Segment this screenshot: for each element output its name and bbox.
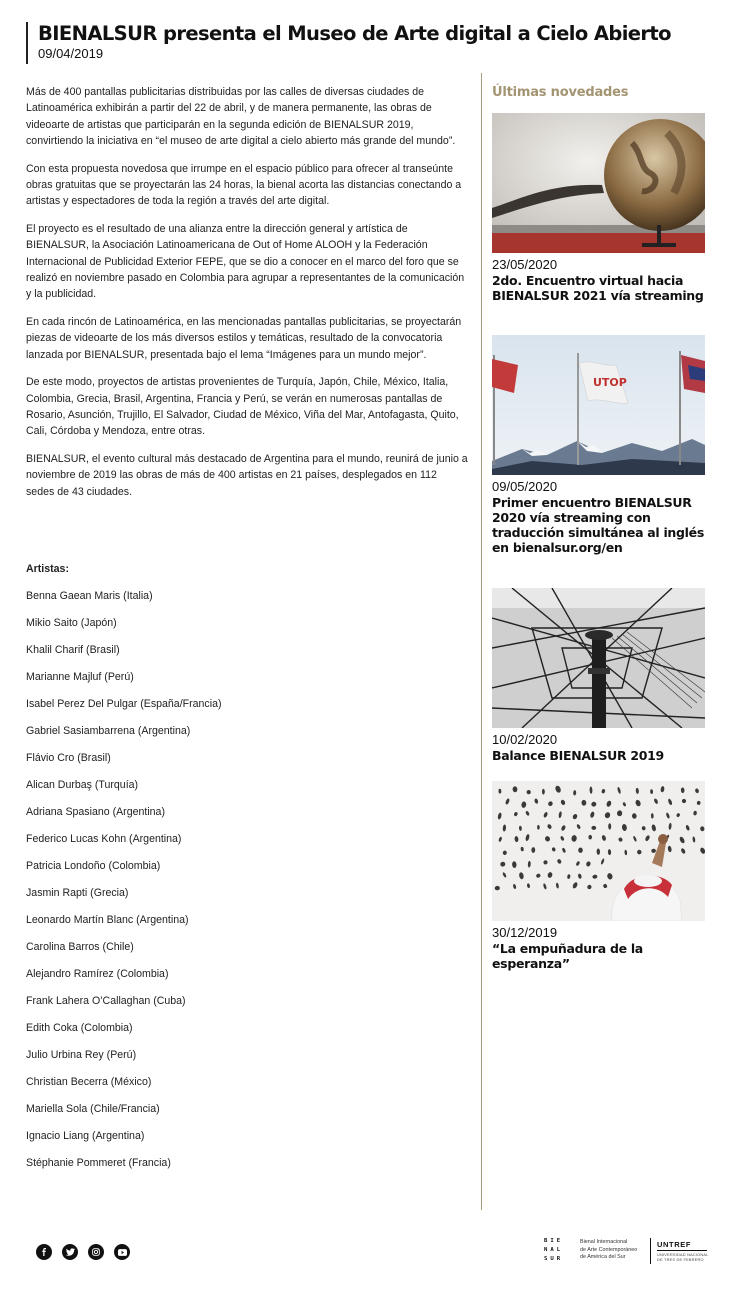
logo-line: BIE [544, 1238, 564, 1244]
youtube-icon[interactable] [114, 1244, 130, 1260]
article-body [26, 84, 468, 512]
list-item: Jasmin Rapti (Grecia) [26, 887, 129, 899]
list-item: Adriana Spasiano (Argentina) [26, 806, 165, 818]
untref-subtitle: DE TRES DE FEBRERO [657, 1256, 704, 1262]
news-title-link[interactable]: 2do. Encuentro virtual hacia BIENALSUR 2021 vía streaming [492, 273, 704, 303]
list-item: Christian Becerra (México) [26, 1076, 152, 1088]
list-item: Benna Gaean Maris (Italia) [26, 590, 153, 602]
news-title-link[interactable]: Balance BIENALSUR 2019 [492, 748, 664, 763]
untref-logo[interactable] [657, 1240, 709, 1262]
logo-line: SUR [544, 1256, 564, 1262]
article-paragraph: De este modo, proyectos de artistas provenientes de Turquía, Japón, Chile, México, Italia, Colombia, Grecia, Brasil, Argentina, Francia y Perú, se verán en numerosas pantallas de Rosario, Asunción, Trujillo, El Salvador, Ciudad de México, Viña del Mar, Antofagasta, Quito, Cali, Córdoba y Mendoza, entre otras. [26, 376, 459, 438]
tagline-line: Bienal Internacional [580, 1239, 628, 1246]
list-item: Federico Lucas Kohn (Argentina) [26, 833, 182, 845]
news-thumbnail-flags[interactable] [492, 335, 705, 475]
list-item: Leonardo Martín Blanc (Argentina) [26, 914, 189, 926]
bienalsur-logo[interactable] [544, 1237, 580, 1264]
untref-title: UNTREF [657, 1239, 692, 1249]
article-paragraph: Con esta propuesta novedosa que irrumpe en el espacio público para ofrecer al transeúnte obras gratuitas que se proyectarán las 24 horas, la bienal acorta las distancias conectando a artistas y espectadores de toda la región a través del arte digital. [26, 162, 462, 208]
list-item: Mikio Saito (Japón) [26, 617, 117, 629]
social-links [36, 1244, 130, 1260]
list-item: Julio Urbina Rey (Perú) [26, 1049, 137, 1061]
column-divider [481, 73, 482, 1210]
tagline-line: de América del Sur [580, 1254, 626, 1261]
list-item: Edith Coka (Colombia) [26, 1022, 133, 1034]
list-item: Alican Durbaş (Turquía) [26, 779, 139, 791]
news-thumbnail-globe[interactable] [492, 113, 705, 253]
news-card[interactable] [492, 781, 706, 971]
artists-title: Artistas: [26, 563, 69, 575]
news-thumbnail-wall[interactable] [492, 781, 705, 921]
sidebar-heading: Últimas novedades [492, 85, 629, 100]
list-item: Isabel Perez Del Pulgar (España/Francia) [26, 698, 222, 710]
list-item: Stéphanie Pommeret (Francia) [26, 1157, 171, 1169]
list-item: Mariella Sola (Chile/Francia) [26, 1103, 160, 1115]
article-paragraph: Más de 400 pantallas publicitarias distribuidas por las calles de diversas ciudades de Latinoamérica exhibirán a partir del 22 de abril, y de manera permanente, las obras de videoarte de artistas que participarán en la segunda edición de BIENALSUR 2019, convirtiendo la iniciativa en “el museo de arte digital a cielo abierto más grande del mundo”. [26, 86, 456, 147]
list-item: Frank Lahera O’Callaghan (Cuba) [26, 995, 186, 1007]
list-item: Khalil Charif (Brasil) [26, 644, 120, 656]
news-date: 23/05/2020 [492, 257, 558, 272]
list-item: Patricia Londoño (Colombia) [26, 860, 161, 872]
article-header [26, 22, 671, 64]
facebook-icon[interactable] [36, 1244, 52, 1260]
news-date: 30/12/2019 [492, 925, 558, 940]
tagline-line: de Arte Contemporáneo [580, 1246, 638, 1253]
article-date: 09/04/2019 [38, 46, 104, 61]
list-item: Carolina Barros (Chile) [26, 941, 134, 953]
list-item: Gabriel Sasiambarrena (Argentina) [26, 725, 191, 737]
article-paragraph: El proyecto es el resultado de una alianza entre la dirección general y artística de BIENALSUR, la Asociación Latinoamericana de Out of Home ALOOH y la Federación Internacional de Publicidad Exterior FEPE, que se dio a conocer en el marco del foro que se realizó en noviembre pasado en Colombia para agrupar a representantes de la comunicación y la publicidad. [26, 223, 465, 301]
footer-logos [544, 1237, 709, 1264]
news-card[interactable] [492, 335, 706, 555]
list-item: Flávio Cro (Brasil) [26, 752, 111, 764]
flag-text: UTOP [593, 376, 627, 389]
news-title-link[interactable]: Primer encuentro BIENALSUR 2020 vía streaming con traducción simultánea al inglés en bienalsur.org/en [492, 495, 704, 555]
news-date: 10/02/2020 [492, 732, 558, 747]
sidebar [492, 84, 706, 102]
untref-subtitle: UNIVERSIDAD NACIONAL [657, 1251, 709, 1257]
news-date: 09/05/2020 [492, 479, 558, 494]
list-item: Ignacio Liang (Argentina) [26, 1130, 145, 1142]
article-paragraph: En cada rincón de Latinoamérica, en las mencionadas pantallas publicitarias, se proyectarán piezas de videoarte de los más diversos estilos y temáticas, resultado de la convocatoria lanzada por BIENALSUR, presentada bajo el lema “Imágenes para un mundo mejor”. [26, 316, 462, 361]
page-title: BIENALSUR presenta el Museo de Arte digital a Cielo Abierto [38, 22, 671, 45]
logo-divider [650, 1238, 651, 1264]
news-thumbnail-installation[interactable] [492, 588, 705, 728]
news-card[interactable] [492, 588, 706, 763]
news-title-link[interactable]: “La empuñadura de la esperanza” [492, 941, 643, 971]
artists-list [26, 562, 426, 1183]
list-item: Alejandro Ramírez (Colombia) [26, 968, 169, 980]
news-card[interactable] [492, 113, 706, 303]
twitter-icon[interactable] [62, 1244, 78, 1260]
article-paragraph: BIENALSUR, el evento cultural más destacado de Argentina para el mundo, reunirá de junio a noviembre de 2019 las obras de más de 400 artistas en 21 países, desplegados en 112 sedes de 43 ciudades. [26, 453, 468, 498]
bienalsur-tagline [580, 1239, 648, 1262]
list-item: Marianne Majluf (Perú) [26, 671, 134, 683]
instagram-icon[interactable] [88, 1244, 104, 1260]
logo-line: NAL [544, 1247, 564, 1253]
